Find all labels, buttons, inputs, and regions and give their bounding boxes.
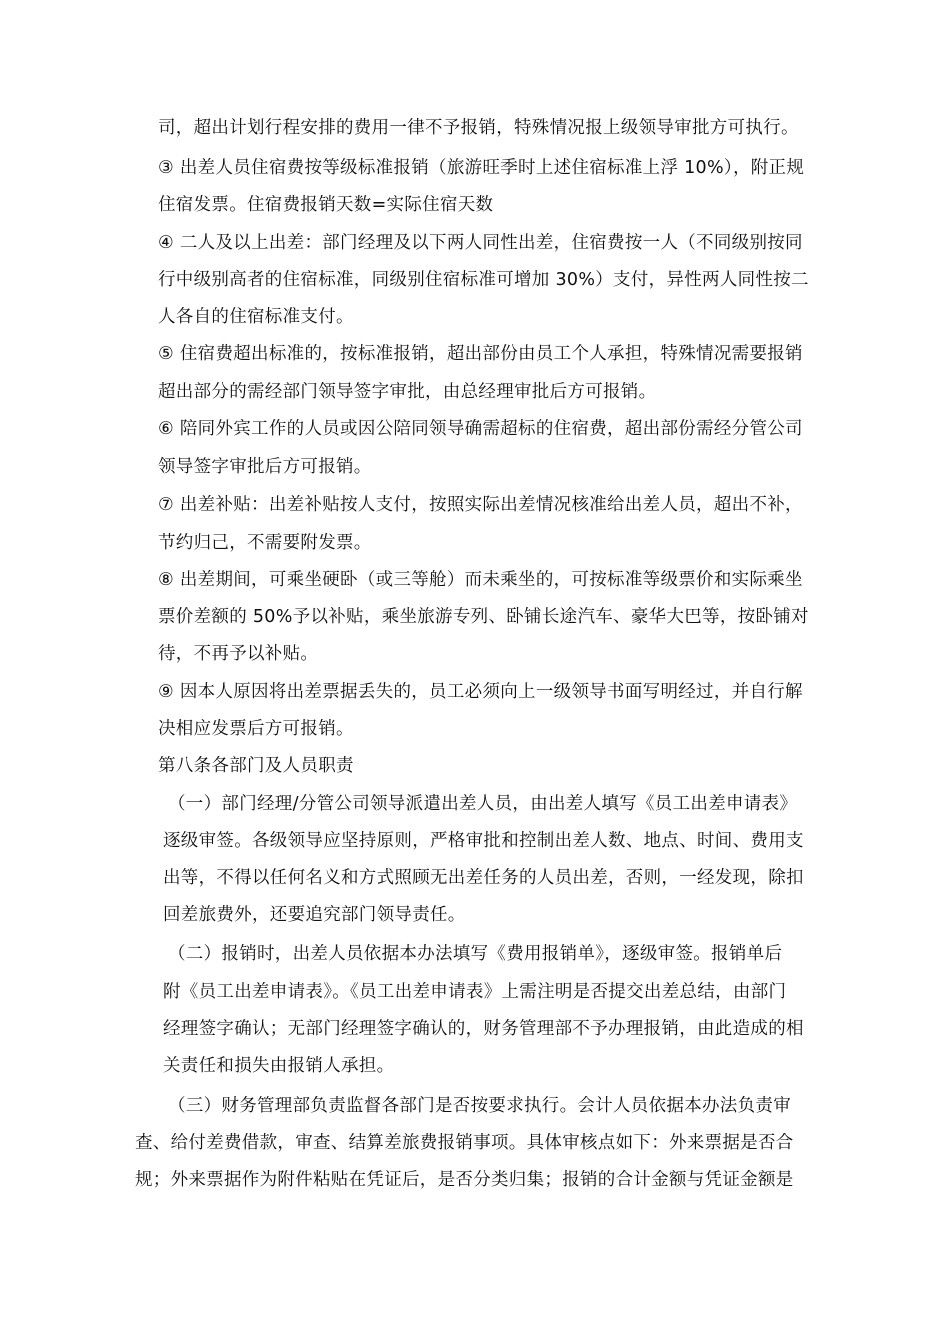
text-line-13: ⑧ 出差期间，可乘坐硬卧（或三等舱）而未乘坐的，可按标准等级票价和实际乘坐 <box>158 570 803 590</box>
text-line-11: ⑦ 出差补贴：出差补贴按人支付，按照实际出差情况核准给出差人员，超出不补， <box>158 495 803 515</box>
text-line-26: 关责任和损失由报销人承担。 <box>163 1056 395 1076</box>
text-line-28: 查、给付差费借款，审查、结算差旅费报销事项。具体审核点如下：外来票据是否合 <box>135 1133 794 1153</box>
text-line-17: 决相应发票后方可报销。 <box>158 719 354 739</box>
text-line-19: （一）部门经理/分管公司领导派遣出差人员，由出差人填写《员工出差申请表》 <box>168 794 798 814</box>
text-line-1: 司，超出计划行程安排的费用一律不予报销，特殊情况报上级领导审批方可执行。 <box>158 118 799 138</box>
text-line-29: 规；外来票据作为附件粘贴在凭证后，是否分类归集；报销的合计金额与凭证金额是 <box>135 1170 794 1190</box>
text-line-4: ④ 二人及以上出差：部门经理及以下两人同性出差，住宿费按一人（不同级别按同 <box>158 233 803 253</box>
text-line-10: 领导签字审批后方可报销。 <box>158 457 372 477</box>
text-line-9: ⑥ 陪同外宾工作的人员或因公陪同领导确需超标的住宿费，超出部份需经分管公司 <box>158 419 803 439</box>
text-line-21: 出等，不得以任何名义和方式照顾无出差任务的人员出差，否则，一经发现，除扣 <box>163 868 804 888</box>
text-line-16: ⑨ 因本人原因将出差票据丢失的，员工必须向上一级领导书面写明经过，并自行解 <box>158 682 803 702</box>
text-line-12: 节约归己，不需要附发票。 <box>158 533 372 553</box>
text-line-8: 超出部分的需经部门领导签字审批，由总经理审批后方可报销。 <box>158 382 657 402</box>
text-line-5: 行中级别高者的住宿标准，同级别住宿标准可增加 30%）支付，异性两人同性按二 <box>158 270 809 290</box>
text-line-7: ⑤ 住宿费超出标准的，按标准报销，超出部份由员工个人承担，特殊情况需要报销 <box>158 344 803 364</box>
text-line-24: 附《员工出差申请表》。《员工出差申请表》上需注明是否提交出差总结，由部门 <box>163 982 787 1002</box>
text-line-14: 票价差额的 50%予以补贴，乘坐旅游专列、卧铺长途汽车、豪华大巴等，按卧铺对 <box>158 607 809 627</box>
section-heading: 第八条各部门及人员职责 <box>158 756 354 776</box>
text-line-20: 逐级审签。各级领导应坚持原则，严格审批和控制出差人数、地点、时间、费用支 <box>163 831 804 851</box>
text-line-22: 回差旅费外，还要追究部门领导责任。 <box>163 905 466 925</box>
text-line-25: 经理签字确认；无部门经理签字确认的，财务管理部不予办理报销，由此造成的相 <box>163 1019 804 1039</box>
text-line-27: （三）财务管理部负责监督各部门是否按要求执行。会计人员依据本办法负责审 <box>168 1096 791 1116</box>
text-line-6: 人各自的住宿标准支付。 <box>158 307 354 327</box>
text-line-23: （二）报销时，出差人员依据本办法填写《费用报销单》，逐级审签。报销单后 <box>168 944 783 964</box>
text-line-2: ③ 出差人员住宿费按等级标准报销（旅游旺季时上述住宿标准上浮 10%），附正规 <box>158 158 805 178</box>
text-line-3: 住宿发票。住宿费报销天数=实际住宿天数 <box>158 195 494 215</box>
text-line-15: 待，不再予以补贴。 <box>158 644 319 664</box>
